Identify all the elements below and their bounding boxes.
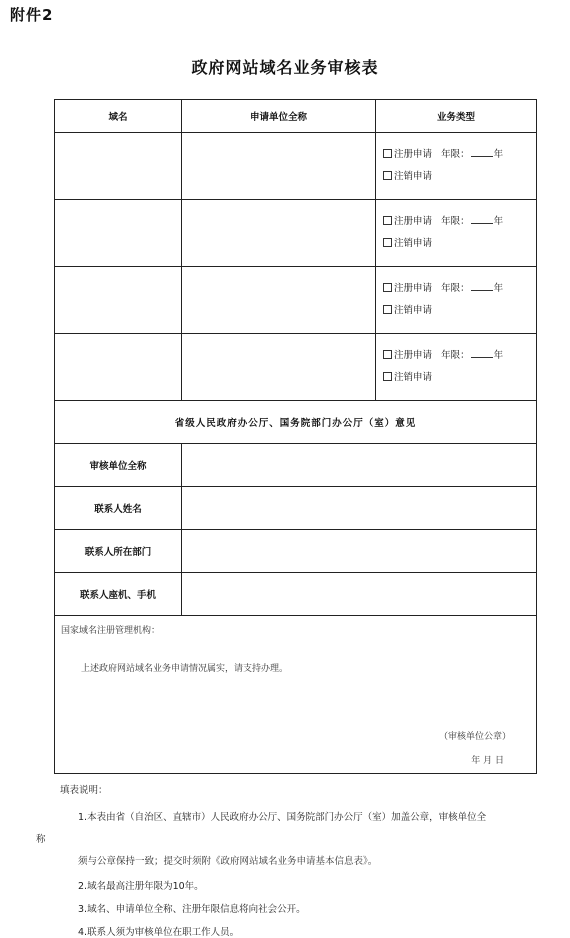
cancel-option[interactable] xyxy=(383,300,536,322)
instruction-4: 4.联系人须为审核单位在职工作人员。 xyxy=(78,927,240,938)
opinion-row xyxy=(55,616,537,774)
domain-cell[interactable] xyxy=(55,200,182,267)
register-option[interactable] xyxy=(383,144,536,166)
register-label: 注册申请 xyxy=(394,149,433,160)
cancel-checkbox[interactable] xyxy=(383,171,392,180)
years-blank[interactable] xyxy=(471,357,493,358)
year-unit: 年 xyxy=(493,216,504,227)
attachment-label: 附件2 xyxy=(10,6,54,24)
info-row-contact-phone xyxy=(55,573,537,616)
contact-name-label: 联系人姓名 xyxy=(55,487,182,530)
instruction-1-part-b: 提交时须附《政府网站域名业务申请基本信息表》。 xyxy=(163,856,378,867)
business-type-cell xyxy=(376,200,537,267)
instruction-2: 2.域名最高注册年限为10年。 xyxy=(78,881,204,892)
date-label: 年 月 日 xyxy=(471,756,504,766)
info-row-contact-name xyxy=(55,487,537,530)
official-seal-label: （审核单位公章） xyxy=(438,732,511,742)
contact-name-field[interactable] xyxy=(182,487,537,530)
contact-dept-label: 联系人所在部门 xyxy=(55,530,182,573)
instruction-3: 3.域名、申请单位全称、注册年限信息将向社会公开。 xyxy=(78,904,306,915)
register-checkbox[interactable] xyxy=(383,216,392,225)
opinion-cell xyxy=(55,616,537,774)
reviewer-org-label: 审核单位全称 xyxy=(55,444,182,487)
cancel-label: 注销申请 xyxy=(394,305,433,316)
instruction-1-line-2: 称 xyxy=(36,834,46,845)
years-blank[interactable] xyxy=(471,290,493,291)
instruction-1-line-3 xyxy=(78,853,377,867)
domain-cell[interactable] xyxy=(55,267,182,334)
domain-row xyxy=(55,267,537,334)
register-option[interactable] xyxy=(383,278,536,300)
register-checkbox[interactable] xyxy=(383,283,392,292)
instructions-title: 填表说明： xyxy=(60,785,108,796)
years-label: 年限： xyxy=(441,283,470,294)
register-label: 注册申请 xyxy=(394,216,433,227)
years-label: 年限： xyxy=(441,149,470,160)
contact-phone-field[interactable] xyxy=(182,573,537,616)
opinion-heading: 国家域名注册管理机构： xyxy=(61,626,161,636)
register-label: 注册申请 xyxy=(394,350,433,361)
org-cell[interactable] xyxy=(182,133,376,200)
instruction-1-line-1: 1.本表由省（自治区、直辖市）人民政府办公厅、国务院部门办公厅（室）加盖公章，审核单位全 xyxy=(78,812,487,823)
opinion-text: 上述政府网站域名业务申请情况属实，请支持办理。 xyxy=(81,664,289,674)
year-unit: 年 xyxy=(493,283,504,294)
business-type-cell xyxy=(376,133,537,200)
contact-dept-field[interactable] xyxy=(182,530,537,573)
register-option[interactable] xyxy=(383,211,536,233)
business-type-cell xyxy=(376,334,537,401)
org-cell[interactable] xyxy=(182,200,376,267)
years-label: 年限： xyxy=(441,350,470,361)
cancel-option[interactable] xyxy=(383,233,536,255)
register-option[interactable] xyxy=(383,345,536,367)
domain-cell[interactable] xyxy=(55,133,182,200)
info-row-contact-dept xyxy=(55,530,537,573)
year-unit: 年 xyxy=(493,149,504,160)
years-blank[interactable] xyxy=(471,156,493,157)
contact-phone-label: 联系人座机、手机 xyxy=(55,573,182,616)
reviewer-org-field[interactable] xyxy=(182,444,537,487)
form-title: 政府网站域名业务审核表 xyxy=(191,58,379,77)
cancel-checkbox[interactable] xyxy=(383,372,392,381)
header-row xyxy=(55,100,537,133)
cancel-option[interactable] xyxy=(383,166,536,188)
years-blank[interactable] xyxy=(471,223,493,224)
header-business-type: 业务类型 xyxy=(376,100,537,133)
cancel-label: 注销申请 xyxy=(394,238,433,249)
instruction-1-part-a: 须与公章保持一致； xyxy=(78,856,164,867)
domain-row xyxy=(55,133,537,200)
org-cell[interactable] xyxy=(182,267,376,334)
cancel-label: 注销申请 xyxy=(394,171,433,182)
opinion-section-row xyxy=(55,401,537,444)
years-label: 年限： xyxy=(441,216,470,227)
domain-row xyxy=(55,200,537,267)
cancel-label: 注销申请 xyxy=(394,372,433,383)
domain-cell[interactable] xyxy=(55,334,182,401)
info-row-reviewer-org xyxy=(55,444,537,487)
business-type-cell xyxy=(376,267,537,334)
opinion-section-title: 省级人民政府办公厅、国务院部门办公厅（室）意见 xyxy=(55,401,537,444)
register-checkbox[interactable] xyxy=(383,350,392,359)
register-label: 注册申请 xyxy=(394,283,433,294)
register-checkbox[interactable] xyxy=(383,149,392,158)
domain-row xyxy=(55,334,537,401)
cancel-option[interactable] xyxy=(383,367,536,389)
review-form-table xyxy=(54,99,537,774)
header-org: 申请单位全称 xyxy=(182,100,376,133)
header-domain: 域名 xyxy=(55,100,182,133)
org-cell[interactable] xyxy=(182,334,376,401)
year-unit: 年 xyxy=(493,350,504,361)
cancel-checkbox[interactable] xyxy=(383,238,392,247)
cancel-checkbox[interactable] xyxy=(383,305,392,314)
